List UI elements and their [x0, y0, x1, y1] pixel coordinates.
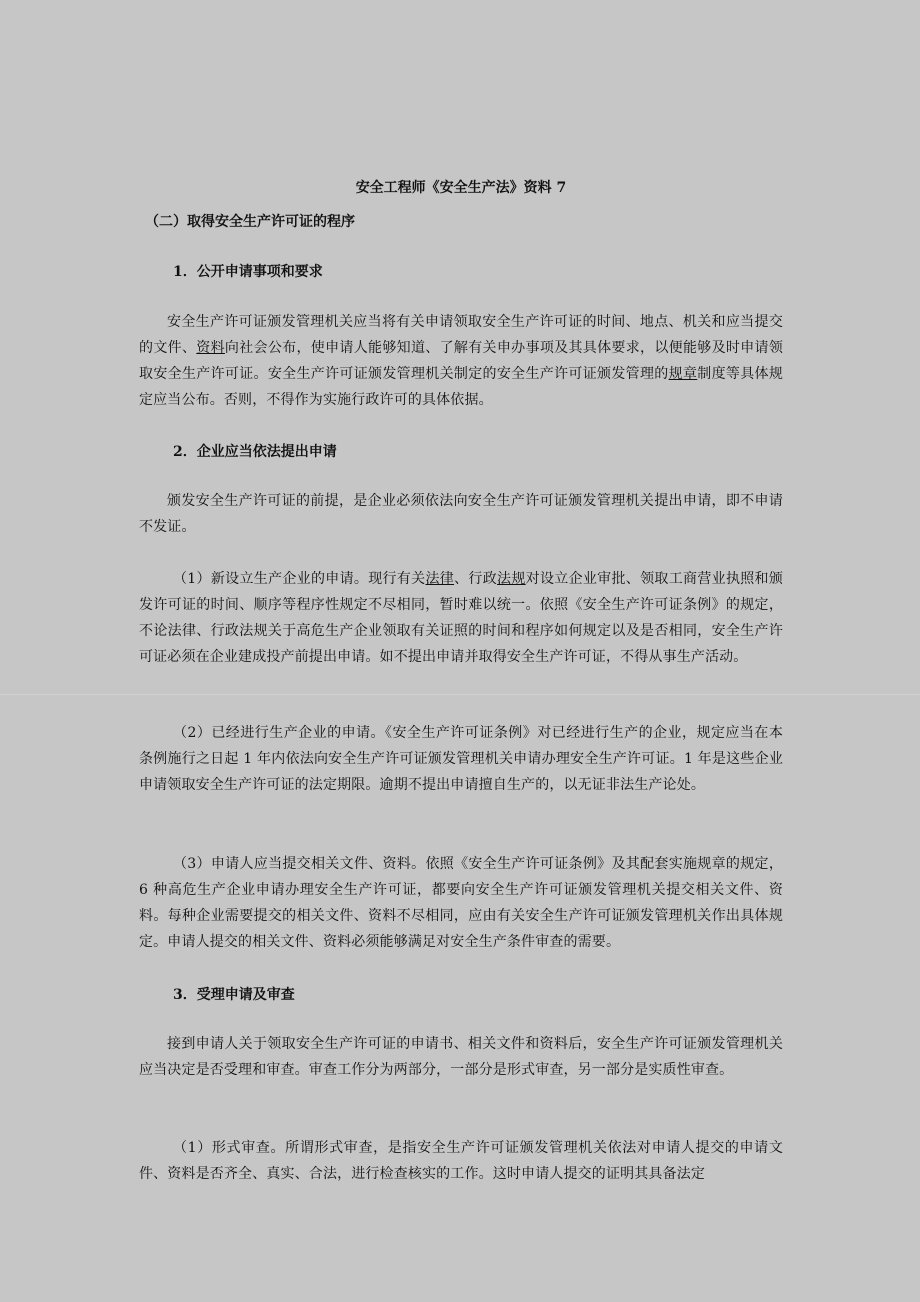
text-run: （1）新设立生产企业的申请。现行有关 — [173, 571, 426, 587]
text-run: 、行政 — [454, 571, 498, 587]
link-materials[interactable]: 资料 — [196, 340, 225, 356]
item-3-heading: 3．受理申请及审查 — [173, 987, 295, 1003]
text-run: 制度等具体规定应当公布。否则，不得作为实施行政许可的具体依据。 — [139, 366, 783, 408]
link-regulations[interactable]: 规章 — [668, 366, 698, 382]
item-2-heading: 2．企业应当依法提出申请 — [173, 444, 337, 460]
link-statutes[interactable]: 法规 — [497, 571, 526, 587]
item-3-sub-1: （1）形式审查。所谓形式审查，是指安全生产许可证颁发管理机关依法对申请人提交的申请文件、资料是否齐全、真实、合法，进行检查核实的工作。这时申请人提交的证明其具备法定 — [139, 1140, 783, 1182]
item-2-sub-3: （3）申请人应当提交相关文件、资料。依照《安全生产许可证条例》及其配套实施规章的规定，6 种高危生产企业申请办理安全生产许可证，都要向安全生产许可证颁发管理机关提交相关文件、资料。每种企业需要提交的相关文件、资料不尽相同，应由有关安全生产许可证颁发管理机关作出具体规定。申请人提交的相关文件、资料必须能够满足对安全生产条件审查的需要。 — [139, 856, 783, 950]
text-run: 向社会公布，使申请人能够知道、了解有关申办事项及其具体要求，以便能够及时申请领取安全生产许可证。安全生产许可证颁发管理机关制定的安全生产许可证颁发管理的 — [139, 340, 783, 382]
document-title: 安全工程师《安全生产法》资料 7 — [355, 180, 567, 196]
link-law[interactable]: 法律 — [425, 571, 455, 587]
text-run: 安全生产许可证颁发管理机关应当将有关申请领取安全生产许可证的时间、地点、机关和应当提交的文件、 — [139, 314, 783, 356]
item-1-paragraph — [139, 309, 783, 413]
item-3-intro: 接到申请人关于领取安全生产许可证的申请书、相关文件和资料后，安全生产许可证颁发管理机关应当决定是否受理和审查。审查工作分为两部分，一部分是形式审查，另一部分是实质性审查。 — [139, 1036, 783, 1078]
text-run: 对设立企业审批、领取工商营业执照和颁发许可证的时间、顺序等程序性规定不尽相同，暂时难以统一。依照《安全生产许可证条例》的规定，不论法律、行政法规关于高危生产企业领取有关证照的时间和程序如何规定以及是否相同，安全生产许可证必须在企业建成投产前提出申请。如不提出申请并取得安全生产许可证，不得从事生产活动。 — [139, 571, 784, 665]
item-1-heading: 1．公开申请事项和要求 — [173, 264, 323, 280]
section-heading: （二）取得安全生产许可证的程序 — [145, 214, 355, 230]
item-2-sub-2: （2）已经进行生产企业的申请。《安全生产许可证条例》对已经进行生产的企业，规定应当在本条例施行之日起 1 年内依法向安全生产许可证颁发管理机关申请办理安全生产许可证。1 年是这些企业申请领取安全生产许可证的法定期限。逾期不提出申请擅自生产的，以无证非法生产论处。 — [139, 725, 783, 793]
item-2-sub-1 — [139, 566, 783, 670]
item-2-intro: 颁发安全生产许可证的前提，是企业必须依法向安全生产许可证颁发管理机关提出申请，即不申请不发证。 — [139, 493, 783, 535]
page-seam — [0, 694, 920, 695]
